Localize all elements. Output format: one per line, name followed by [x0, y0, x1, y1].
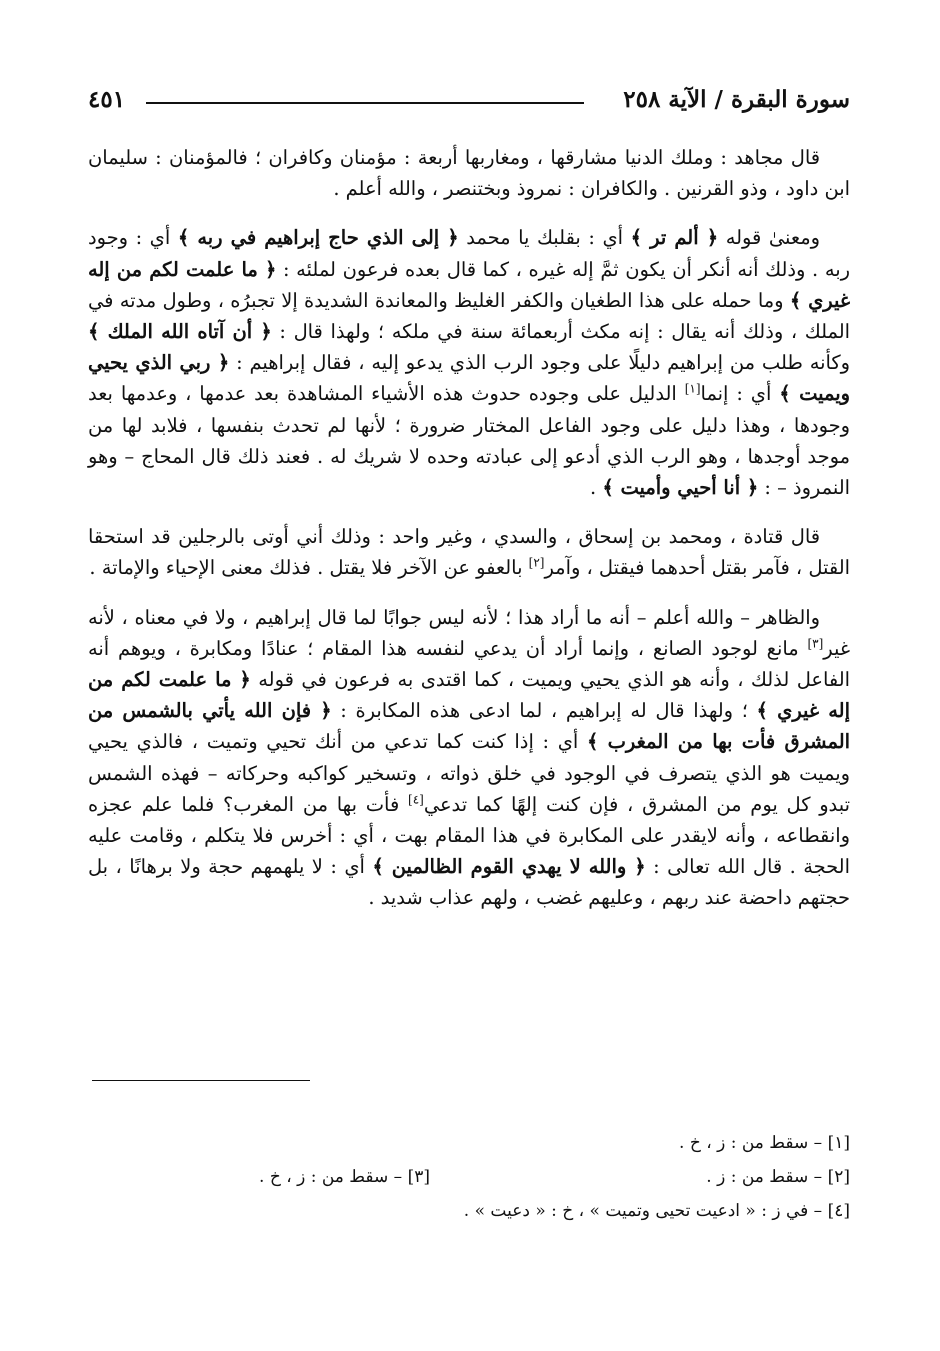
footnote-4: [٤] – في ز : « ادعيت تحيى وتميت » ، خ : « دعيت » . [463, 1201, 850, 1221]
footnote-2: [٢] – سقط من : ز . [706, 1167, 850, 1187]
text-run: أي : لا يلهمهم حجة ولا برهانًا ، بل حجتهم داحضة عند ربهم ، وعليهم غضب ، ولهم عذاب شديد . [88, 855, 850, 910]
text-run: مانع لوجود الصانع ، وإنما أراد أن يدعي لنفسه هذا المقام ؛ عنادًا ومكابرة ، ويوهم أنه الفاعل لذلك ، وأنه هو الذي يحيي ويميت ، كما اقتدى به فرعون في قوله [88, 636, 850, 692]
quran-quote: ﴿ ألم تر ﴾ [630, 226, 719, 250]
footnote-1: [١] – سقط من : ز ، خ . [679, 1133, 850, 1153]
footnote-marker: [١] [684, 381, 701, 396]
footnote-line [88, 1167, 850, 1201]
text-run: فأت بها من المغرب؟ فلما علم عجزه وانقطاعه ، وأنه لايقدر على المكابرة في هذا المقام بهت ، أي : أخرس فلا يتكلم ، وقامت عليه الحجة . قال الله تعالى : [88, 792, 850, 879]
paragraph-1 [88, 142, 850, 204]
text-run: أي : بقلبك يا محمد [466, 226, 624, 250]
quran-quote: ﴿ والله لا يهدي القوم الظالمين ﴾ [372, 855, 646, 879]
footnote-marker: [٤] [408, 792, 424, 807]
page-number: ٤٥١ [88, 86, 126, 113]
header-rule [146, 102, 584, 104]
text-run: أي : إنما [700, 382, 772, 406]
paragraph-3 [88, 521, 850, 583]
footnotes [88, 1133, 850, 1235]
text-run: أي : إذا كنت كما تدعي من أنك تحيي وتميت ، فالذي يحيي ويميت هو الذي يتصرف في الوجود في خلق ذواته ، وتسخير كواكبه وحركاته – فهذه الشمس تبدو كل يوم من المشرق ، فإن كنت إلهًا كما تدعي [88, 730, 850, 816]
quran-quote: ﴿ فإن الله يأتي بالشمس من المشرق فأت بها من المغرب ﴾ [88, 699, 850, 754]
text-run: والظاهر – والله أعلم – أنه ما أراد هذا ؛ لأنه ليس جوابًا لما قال إبراهيم ، ولا في معناه ، لأنه غير [88, 605, 850, 660]
quran-quote: ﴿ إلى الذي حاج إبراهيم في ربه ﴾ [177, 226, 459, 250]
text-run: بالعفو عن الآخر فلا يقتل . فذلك معنى الإحياء والإماتة . [89, 556, 523, 580]
text-run: ؛ ولهذا قال له إبراهيم ، لما ادعى هذه المكابرة : [340, 699, 748, 723]
text-run: . [590, 476, 597, 500]
text-run: قال قتادة ، ومحمد بن إسحاق ، والسدي ، وغير واحد : وذلك أني أوتى بالرجلين قد استحقا القتل ، فآمر بقتل أحدهما فيقتل ، وآمر [88, 525, 850, 580]
text-run: قال مجاهد : وملك الدنيا مشارقها ، ومغاربها أربعة : مؤمنان وكافران ؛ فالمؤمنان : سليمان ابن داود ، وذو القرنين . والكافران : نمروذ وبختنصر ، والله أعلم . [88, 146, 850, 201]
quran-quote: ﴿ ربي الذي يحيي ويميت ﴾ [88, 351, 850, 406]
text-run: الدليل على وجوده حدوث هذه الأشياء المشاهدة بعد عدمها ، وعدمها بعد وجودها ، وهذا دليل على وجود الفاعل المختار ضرورة ؛ لأنها لم تحدث بنفسها ، فلابد لها من موجد أوجدها ، وهو الرب الذي أدعو إلى عبادته وحده لا شريك له . فعند ذلك قال المحاج – وهو النمروذ – : [88, 382, 850, 500]
running-title: سورة البقرة / الآية ٢٥٨ [623, 86, 850, 113]
footnote-rule [92, 1080, 310, 1081]
quran-quote: ﴿ ما علمت لكم من إله غيري ﴾ [88, 668, 850, 723]
main-text [88, 142, 850, 932]
footnote-marker: [٣] [807, 636, 824, 651]
quran-quote: ﴿ أنا أحيي وأميت ﴾ [602, 476, 759, 500]
text-run: ومعنىٰ قوله [725, 226, 820, 250]
paragraph-4 [88, 602, 850, 914]
footnote-3: [٣] – سقط من : ز ، خ . [259, 1167, 430, 1187]
page-header [88, 86, 850, 122]
quran-quote: ﴿ أن آتاه الله الملك ﴾ [88, 320, 272, 344]
text-run: وما حمله على هذا الطغيان والكفر الغليظ والمعاندة الشديدة إلا تجبرُه ، وطول مدته في الملك ، وذلك أنه يقال : إنه مكث أربعمائة سنة في ملكه ؛ ولهذا قال : [88, 288, 851, 344]
footnote-line [88, 1201, 850, 1235]
text-run: أي : وجود ربه . وذلك أنه أنكر أن يكون ثمَّ إله غيره ، كما قال بعده فرعون لملئه : [88, 226, 850, 281]
footnote-line [88, 1133, 850, 1167]
text-run: وكأنه طلب من إبراهيم دليلًا على وجود الرب الذي يدعو إليه ، فقال إبراهيم : [236, 351, 850, 375]
footnote-marker: [٢] [528, 555, 545, 570]
quran-quote: ﴿ ما علمت لكم من إله غيري ﴾ [88, 257, 850, 312]
paragraph-2 [88, 222, 850, 503]
